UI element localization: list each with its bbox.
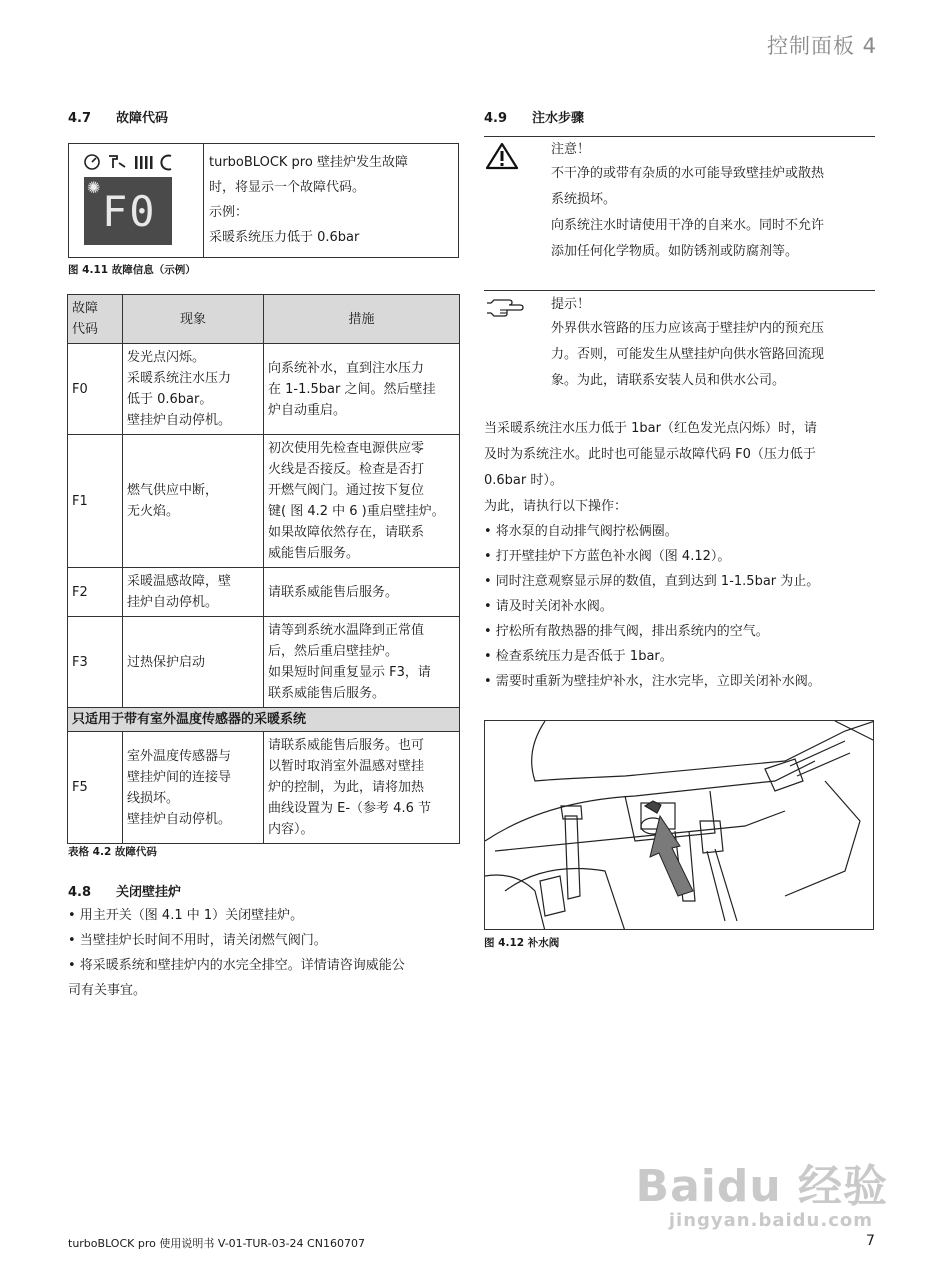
- list-item: • 同时注意观察显示屏的数值，直到达到 1-1.5bar 为止。: [484, 574, 820, 589]
- section-4-7-heading: [68, 107, 168, 126]
- section-4-8-heading: [68, 881, 181, 900]
- footer-document-id: turboBLOCK pro 使用说明书 V-01-TUR-03-24 CN160707: [68, 1237, 365, 1250]
- section-title: 注水步骤: [532, 111, 585, 126]
- table-row: F2 采暖温感故障，壁 挂炉自动停机。 请联系威能售后服务。: [68, 568, 460, 617]
- section-4-9-heading: [484, 107, 584, 126]
- section-title: 关闭壁挂炉: [116, 885, 182, 900]
- table-4-2-caption: 表格 4.2 故障代码: [68, 846, 157, 858]
- filling-valve-drawing: [485, 721, 874, 930]
- list-item: • 检查系统压力是否低于 1bar。: [484, 649, 673, 664]
- table-row: F1 燃气供应中断， 无火焰。 初次使用先检查电源供应零 火线是否接反。检查是否打 开燃气阀门。通过按下复位 键( 图 4.2 中 6 )重启壁挂炉。 如果故障依然存在，请联系 威能售后服务。: [68, 435, 460, 568]
- list-item: 司有关事宜。: [68, 983, 147, 998]
- warning-triangle-icon: [485, 142, 519, 174]
- divider: [484, 290, 875, 291]
- header-code: 故障 代码: [68, 295, 123, 344]
- section-4-9-steps: [484, 519, 821, 694]
- flashing-light-icon: ✺: [87, 178, 101, 197]
- list-item: • 打开壁挂炉下方蓝色补水阀（图 4.12）。: [484, 549, 731, 564]
- table-row: F5 室外温度传感器与 壁挂炉间的连接导 线损坏。 壁挂炉自动停机。 请联系威能售后服务。也可 以暂时取消室外温感对壁挂 炉的控制，为此，请将加热 曲线设置为 E-（参考 4.6 节 内容）。: [68, 732, 460, 844]
- divider: [484, 136, 875, 137]
- section-4-9-paragraph: 当采暖系统注水压力低于 1bar（红色发光点闪烁）时，请 及时为系统注水。此时也可能显示故障代码 F0（压力低于 0.6bar 时）。 为此，请执行以下操作：: [484, 421, 817, 514]
- section-number: 4.8: [68, 885, 92, 900]
- lcd-screen: [84, 177, 172, 245]
- section-4-8-list: [68, 903, 405, 1003]
- section-title: 故障代码: [116, 111, 169, 126]
- list-item: • 需要时重新为壁挂炉补水，注水完毕，立即关闭补水阀。: [484, 674, 821, 689]
- list-item: • 请及时关闭补水阀。: [484, 599, 613, 614]
- hint-heading: 提示！: [551, 297, 591, 312]
- chapter-title: 控制面板 4: [766, 34, 877, 58]
- pointing-hand-icon: [485, 297, 525, 323]
- section-number: 4.9: [484, 111, 508, 126]
- list-item: • 将水泵的自动排气阀拧松俩圈。: [484, 524, 678, 539]
- fault-description: turboBLOCK pro 壁挂炉发生故障 时，将显示一个故障代码。 示例： 采暖系统压力低于 0.6bar: [209, 155, 408, 245]
- baidu-watermark-url: jingyan.baidu.com: [668, 1210, 873, 1231]
- warning-body: 不干净的或带有杂质的水可能导致壁挂炉或散热 系统损坏。 向系统注水时请使用干净的自来水。同时不允许 添加任何化学物质。如防锈剂或防腐剂等。: [551, 166, 825, 259]
- page-number: 7: [866, 1233, 875, 1249]
- baidu-watermark-logo: Baidu 经验: [635, 1161, 888, 1212]
- list-item: • 用主开关（图 4.1 中 1）关闭壁挂炉。: [68, 908, 304, 923]
- table-header-row: [68, 295, 460, 344]
- display-status-icons: [83, 152, 193, 176]
- lcd-fault-code: F0: [102, 187, 157, 236]
- table-row: F0 发光点闪烁。 采暖系统注水压力 低于 0.6bar。 壁挂炉自动停机。 向系统补水，直到注水压力 在 1-1.5bar 之间。然后壁挂 炉自动重启。: [68, 344, 460, 435]
- header-phenomenon: 现象: [123, 295, 264, 344]
- status-icons-icon: [83, 152, 193, 172]
- table-span-row: 只适用于带有室外温度传感器的采暖系统: [68, 708, 460, 732]
- hint-body: 外界供水管路的压力应该高于壁挂炉内的预充压 力。否则，可能发生从壁挂炉向供水管路回流现 象。为此，请联系安装人员和供水公司。: [551, 321, 825, 388]
- table-row: F3 过热保护启动 请等到系统水温降到正常值 后，然后重启壁挂炉。 如果短时间重复显示 F3，请 联系威能售后服务。: [68, 617, 460, 708]
- fault-display-box: [68, 143, 459, 258]
- figure-4-12-caption: 图 4.12 补水阀: [484, 937, 560, 949]
- figure-4-11-caption: 图 4.11 故障信息（示例）: [68, 264, 196, 276]
- section-number: 4.7: [68, 111, 92, 126]
- warning-heading: 注意！: [551, 142, 591, 157]
- list-item: • 当壁挂炉长时间不用时，请关闭燃气阀门。: [68, 933, 327, 948]
- list-item: • 拧松所有散热器的排气阀，排出系统内的空气。: [484, 624, 769, 639]
- fault-code-table: [67, 294, 460, 844]
- figure-4-12: [484, 720, 874, 930]
- header-action: 措施: [264, 295, 460, 344]
- list-item: • 将采暖系统和壁挂炉内的水完全排空。详情请咨询威能公: [68, 958, 405, 973]
